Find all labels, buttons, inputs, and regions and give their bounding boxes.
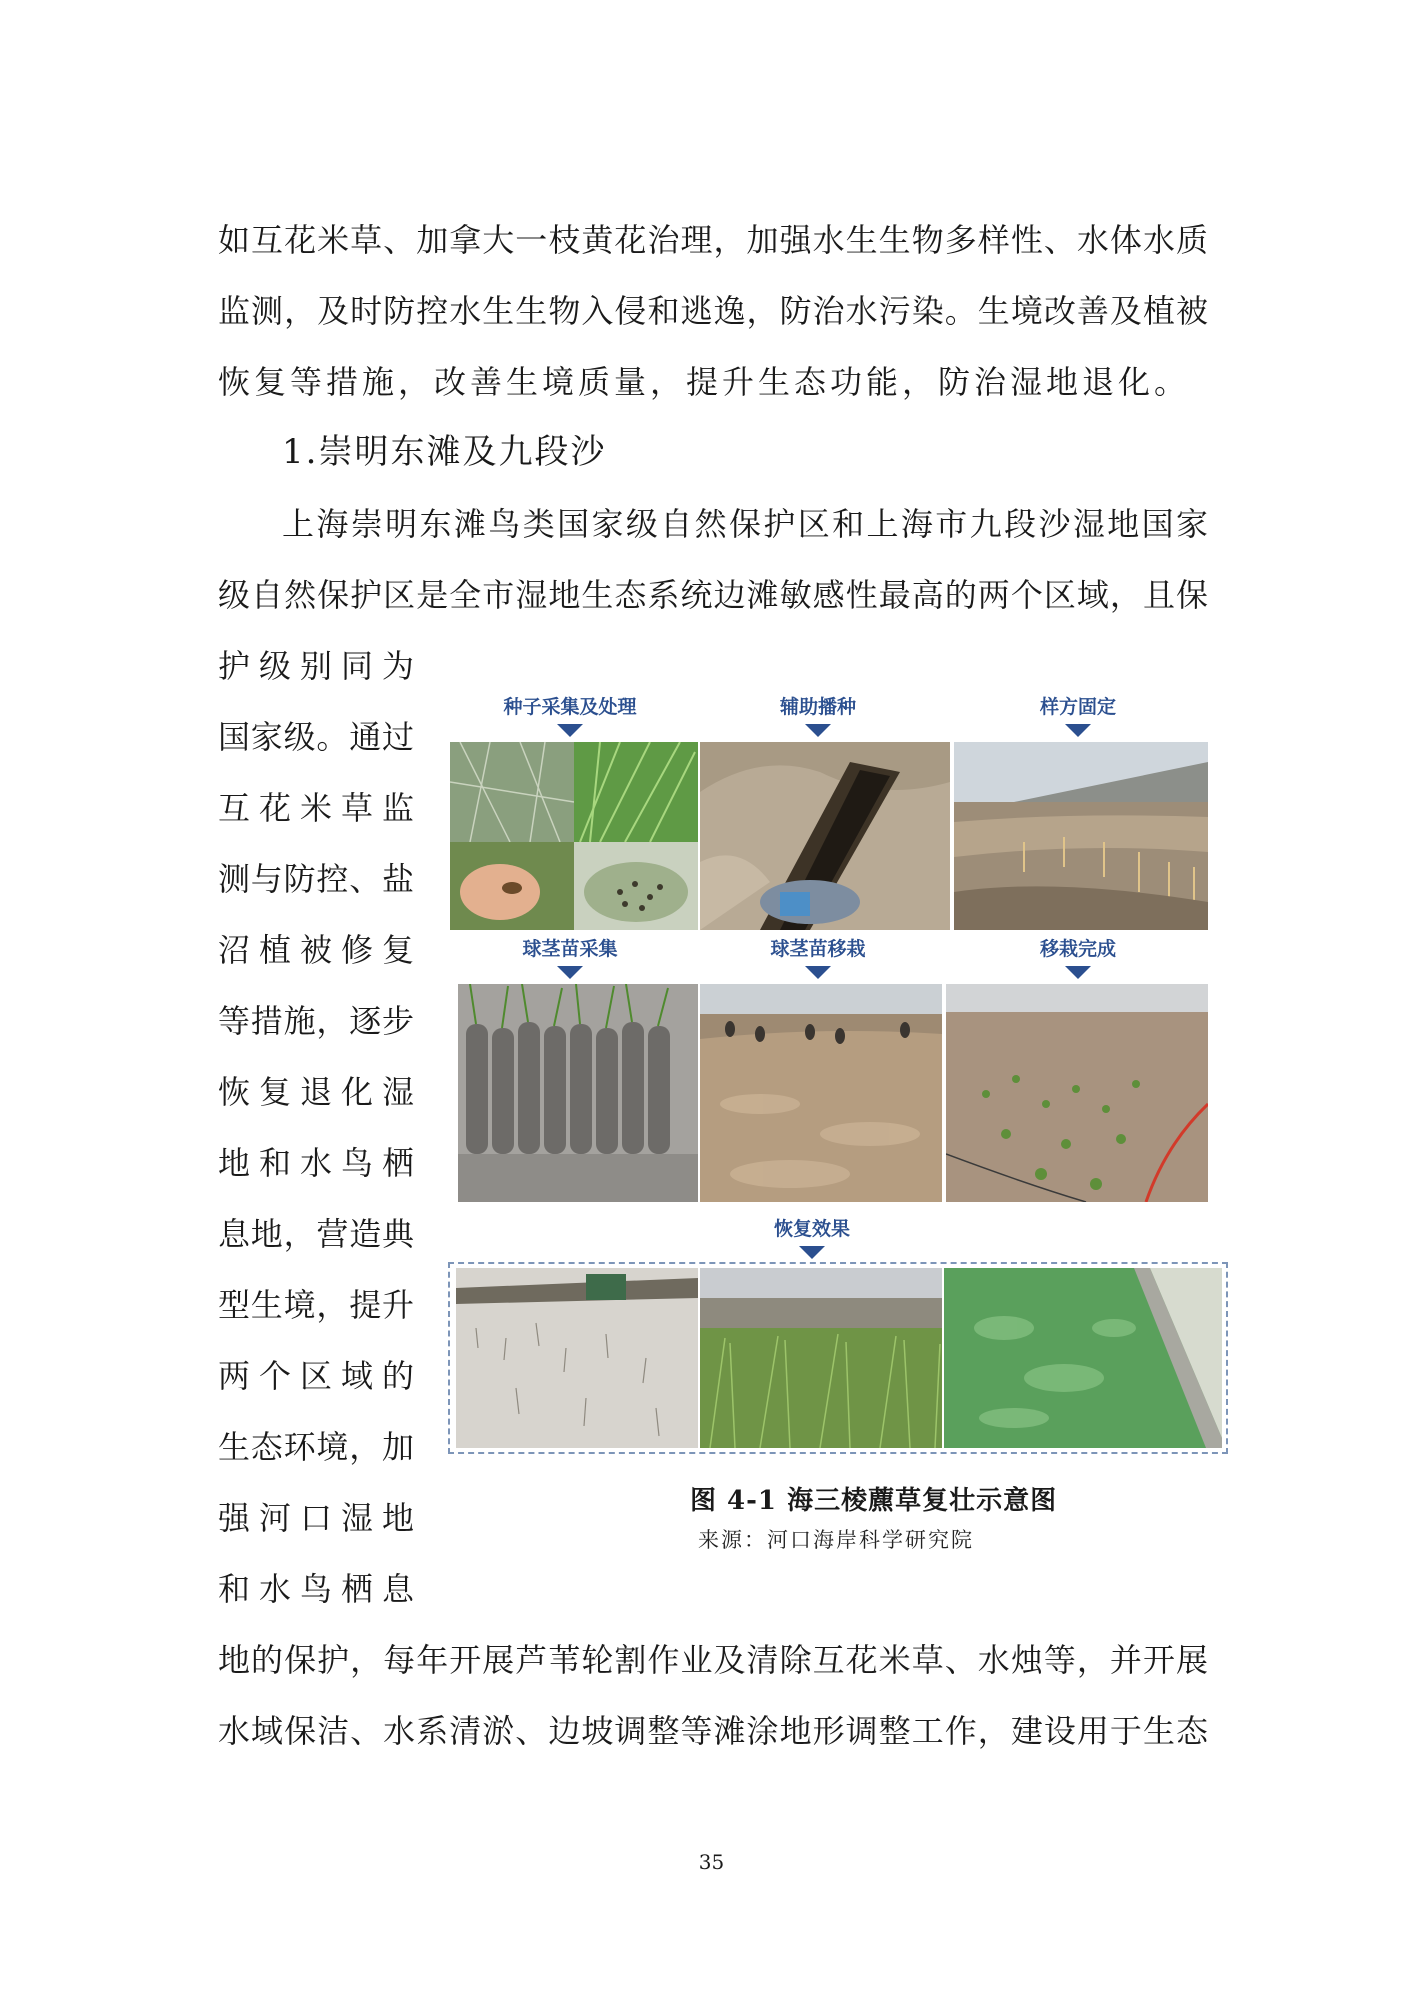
down-arrow-icon	[1065, 724, 1091, 737]
photo-bulb-transplant	[700, 984, 942, 1202]
section-line-2: 级自然保护区是全市湿地生态系统边滩敏感性最高的两个区域，且保	[218, 576, 1208, 614]
step-label-restoration-result: 恢复效果	[773, 1218, 850, 1240]
wrap-line-1: 护级别同为	[218, 647, 414, 685]
wrap-line-14: 和水鸟栖息	[218, 1570, 414, 1608]
wrap-line-7: 恢复退化湿	[218, 1073, 414, 1111]
intro-line-3: 恢复等措施，改善生境质量，提升生态功能，防治湿地退化。	[218, 363, 1191, 401]
wrap-line-10: 型生境，提升	[218, 1286, 414, 1324]
step-label-sowing: 辅助播种	[779, 696, 856, 718]
wrap-line-12: 生态环境，加	[218, 1428, 414, 1466]
photo-sowing	[700, 742, 950, 930]
photo-result-aerial	[944, 1268, 1222, 1448]
step-label-transplant-done: 移栽完成	[1039, 938, 1116, 960]
step-label-seed: 种子采集及处理	[503, 696, 637, 718]
wrap-line-5: 沼植被修复	[218, 931, 414, 969]
down-arrow-icon	[557, 966, 583, 979]
section-line-1: 上海崇明东滩鸟类国家级自然保护区和上海市九段沙湿地国家	[282, 505, 1208, 543]
down-arrow-icon	[799, 1246, 825, 1259]
intro-line-2: 监测，及时防控水生生物入侵和逃逸，防治水污染。生境改善及植被	[218, 292, 1208, 330]
down-arrow-icon	[557, 724, 583, 737]
photo-result-grass	[700, 1268, 942, 1448]
wrap-line-4: 测与防控、盐	[218, 860, 414, 898]
wrap-line-2: 国家级。通过	[218, 718, 414, 756]
step-label-quadrat: 样方固定	[1039, 696, 1116, 718]
wrap-line-9: 息地，营造典	[218, 1215, 414, 1253]
wrap-line-6: 等措施，逐步	[218, 1002, 414, 1040]
wrap-line-11: 两个区域的	[218, 1357, 414, 1395]
down-arrow-icon	[805, 966, 831, 979]
closing-line-2: 水域保洁、水系清淤、边坡调整等滩涂地形调整工作，建设用于生态	[218, 1712, 1208, 1750]
section-heading: 1.崇明东滩及九段沙	[282, 432, 607, 472]
down-arrow-icon	[805, 724, 831, 737]
photo-transplant-complete	[946, 984, 1208, 1202]
page-number: 35	[698, 1850, 725, 1874]
figure-caption: 图 4-1 海三棱藨草复壮示意图	[690, 1486, 1058, 1516]
intro-line-1: 如互花米草、加拿大一枝黄花治理，加强水生生物多样性、水体水质	[218, 221, 1208, 259]
step-label-bulb-collect: 球茎苗采集	[522, 938, 618, 960]
wrap-line-13: 强河口湿地	[218, 1499, 414, 1537]
photo-seed-collection	[450, 742, 698, 930]
wrap-line-8: 地和水鸟栖	[218, 1144, 414, 1182]
closing-line-1: 地的保护，每年开展芦苇轮割作业及清除互花米草、水烛等，并开展	[218, 1641, 1208, 1679]
photo-bulb-collection	[458, 984, 698, 1202]
figure-source: 来源：河口海岸科学研究院	[698, 1528, 974, 1552]
photo-quadrat-fixing	[954, 742, 1208, 930]
down-arrow-icon	[1065, 966, 1091, 979]
photo-result-early	[456, 1268, 698, 1448]
wrap-line-3: 互花米草监	[218, 789, 414, 827]
step-label-bulb-transplant: 球茎苗移栽	[770, 938, 866, 960]
